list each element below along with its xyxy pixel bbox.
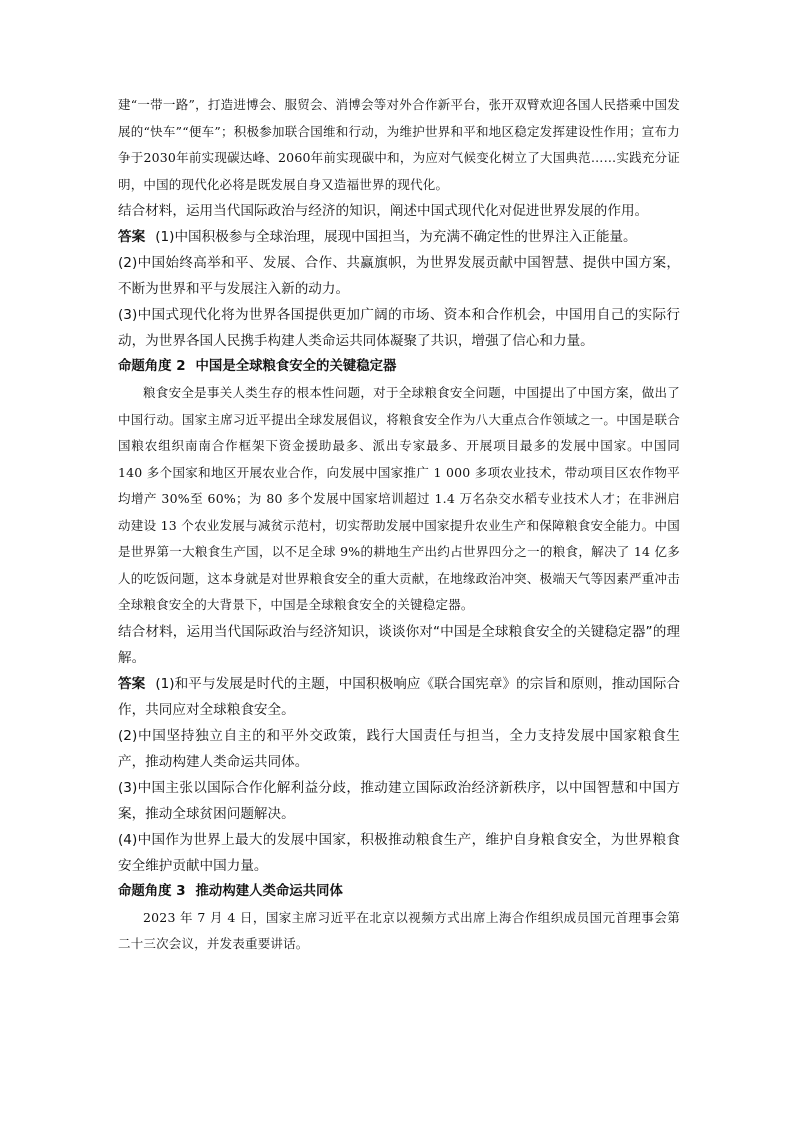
section-heading-2 [118,354,680,380]
answer-2-item-3: (3)中国主张以国际合作化解利益分歧，推动建立国际政治经济新秩序，以中国智慧和中国方案，推动全球贫困问题解决。 [118,779,680,822]
question-2: 结合材料，运用当代国际政治与经济知识，谈谈你对“中国是全球粮食安全的关键稳定器”的理解。 [118,623,680,666]
answer-1-item-2: (2)中国始终高举和平、发展、合作、共赢旗帜，为世界发展贡献中国智慧、提供中国方案，不断为世界和平与发展注入新的动力。 [118,255,680,297]
material-paragraph-1: 建“一带一路”，打造进博会、服贸会、消博会等对外合作新平台，张开双臂欢迎各国人民搭乘中国发展的“快车”“便车”；积极参加联合国维和行动，为维护世界和平和地区稳定发挥建设性作用；宣布力争于2030年前实现碳达峰、2060年前实现碳中和，为应对气候变化树立了大国典范……实践充分证明，中国的现代化必将是既发展自身又造福世界的现代化。 [118,97,680,192]
material-paragraph-2: 粮食安全是事关人类生存的根本性问题，对于全球粮食安全问题，中国提出了中国方案，做出了中国行动。国家主席习近平提出全球发展倡议，将粮食安全作为八大重点合作领域之一。中国是联合国粮农组织南南合作框架下资金援助最多、派出专家最多、开展项目最多的发展中国家。中国同 140 多个国家和地区开展农业合作，向发展中国家推广 1 000 多项农业技术，带动项目区农作物平均增产 30%至 60%；为 80 多个发展中国家培训超过 1.4 万名杂交水稻专业技术人才；在非洲启动建设 13 个农业发展与减贫示范村，切实帮助发展中国家提升农业生产和保障粮食安全能力。中国是世界第一大粮食生产国，以不足全球 9%的耕地生产出约占世界四分之一的粮食，解决了 14 亿多人的吃饭问题，这本身就是对世界粮食安全的重大贡献，在地缘政治冲突、极端天气等因素严重冲击全球粮食安全的大背景下，中国是全球粮食安全的关键稳定器。 [118,385,680,612]
answer-1-item-1 [118,224,680,250]
section-heading-3-title: 推动构建人类命运共同体 [195,883,343,899]
section-heading-3-label: 命题角度 3 [118,883,186,899]
answer-2-item-1 [118,671,680,723]
document-page [118,92,680,958]
answer-label: 答案 [118,229,146,245]
material-paragraph-3: 2023 年 7 月 4 日，国家主席习近平在北京以视频方式出席上海合作组织成员国元首理事会第二十三次会议，并发表重要讲话。 [118,909,680,951]
question-1: 结合材料，运用当代国际政治与经济的知识，阐述中国式现代化对促进世界发展的作用。 [118,203,649,219]
answer-2-item-4: (4)中国作为世界上最大的发展中国家，积极推动粮食生产，维护自身粮食安全，为世界粮食安全维护贡献中国力量。 [118,831,680,874]
answer-label-2: 答案 [118,675,146,692]
answer-2-item-2: (2)中国坚持独立自主的和平外交政策，践行大国责任与担当，全力支持发展中国家粮食生产，推动构建人类命运共同体。 [118,727,680,770]
answer-2-text-1: (1)和平与发展是时代的主题，中国积极响应《联合国宪章》的宗旨和原则，推动国际合作，共同应对全球粮食安全。 [118,675,680,718]
section-heading-3 [118,879,680,905]
answer-1-item-3: (3)中国式现代化将为世界各国提供更加广阔的市场、资本和合作机会，中国用自己的实际行动，为世界各国人民携手构建人类命运共同体凝聚了共识，增强了信心和力量。 [118,307,680,349]
section-heading-2-label: 命题角度 2 [118,359,186,374]
section-heading-2-title: 中国是全球粮食安全的关键稳定器 [195,359,397,374]
answer-1-text-1: (1)中国积极参与全球治理，展现中国担当，为充满不确定性的世界注入正能量。 [155,229,637,245]
